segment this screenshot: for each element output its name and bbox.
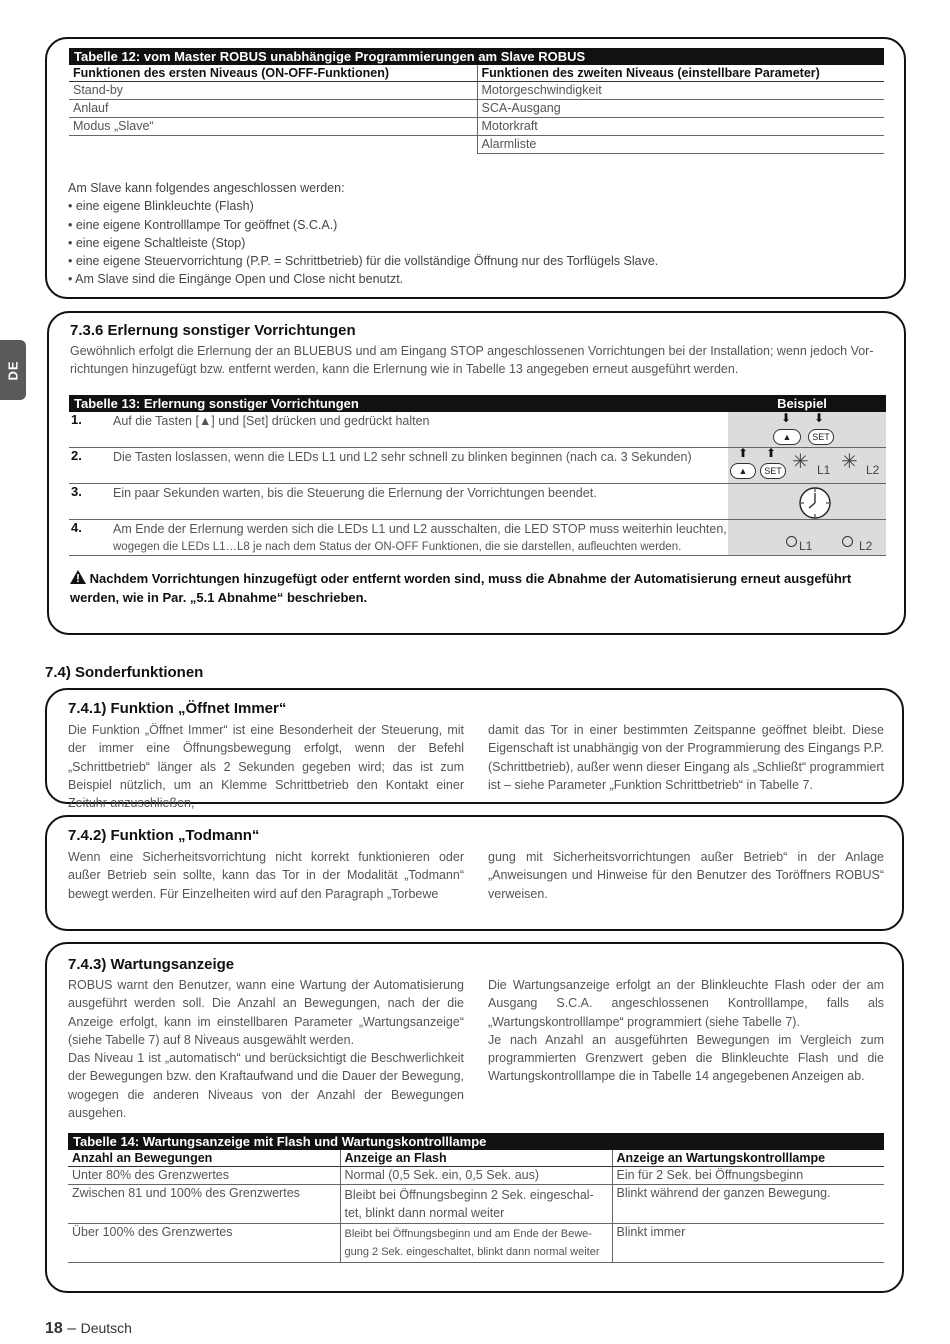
table-cell: Unter 80% des Grenzwertes xyxy=(68,1167,340,1185)
table-row xyxy=(69,484,886,520)
table14 xyxy=(68,1150,884,1263)
footer-separator: – xyxy=(67,1320,77,1337)
step-number: 2. xyxy=(71,448,82,463)
warning-text: werden, wie in Par. „5.1 Abnahme“ beschrieben. xyxy=(70,590,368,605)
table-cell: Über 100% des Grenzwertes xyxy=(68,1224,340,1263)
warning-text: Nachdem Vorrichtungen hinzugefügt oder entfernt worden sind, muss die Abnahme der Automatisierung erneut ausgeführt xyxy=(89,571,852,586)
section-742-body xyxy=(68,848,884,903)
arrow-down-icon: ⬇ xyxy=(781,411,792,425)
table-cell: Blinkt immer xyxy=(612,1224,884,1263)
body-paragraph: Je nach Anzahl an ausgeführten Bewegungen im Vergleich zum programmierten Grenzwert geben die Blinkleuchte Flash und die Wartungskontrolllampe die in Tabelle 14 angegebenen Anzeigen ab. xyxy=(488,1032,884,1084)
body-column xyxy=(68,976,464,1122)
table-cell: Motorkraft xyxy=(477,118,884,136)
body-column xyxy=(488,976,884,1122)
list-item: • eine eigene Schaltleiste (Stop) xyxy=(68,235,246,250)
table-row xyxy=(69,448,886,484)
arrow-up-icon: ⬆ xyxy=(738,446,749,460)
table-cell: Bleibt bei Öffnungsbeginn 2 Sek. eingeschal-tet, blinkt dann normal weiter xyxy=(340,1185,612,1224)
led-l2-label: L2 xyxy=(859,539,873,553)
table-cell: Zwischen 81 und 100% des Grenzwertes xyxy=(68,1185,340,1224)
table-cell: Blinkt während der ganzen Bewegung. xyxy=(612,1185,884,1224)
table12-col1-header: Funktionen des ersten Niveaus (ON-OFF-Funktionen) xyxy=(69,65,477,82)
section-736-heading: 7.3.6 Erlernung sonstiger Vorrichtungen xyxy=(70,322,356,339)
set-key-icon: SET xyxy=(808,429,834,445)
warning-note xyxy=(70,569,900,607)
section-736-intro xyxy=(70,342,890,379)
page-footer xyxy=(45,1320,132,1338)
led-l2-label: L2 xyxy=(866,463,880,477)
body-paragraph: Das Niveau 1 ist „automatisch“ und berücksichtigt die Beschwerlichkeit der Bewegungen bzw. den Kraftaufwand und die Dauer der Bewegung, wogegen die anderen Niveaus von der Anzahl der Bewegungen ausgehen. xyxy=(68,1051,464,1121)
page-number: 18 xyxy=(45,1320,63,1337)
up-key-icon: ▲ xyxy=(773,429,801,445)
body-column: damit das Tor in einer bestimmten Zeitspanne geöffnet bleibt. Diese Eigenschaft ist unabhängig von der Programmierung des Eingangs P.P. (Schrittbetrieb), außer wenn dieser Eingang als „Schließt“ programmiert ist – siehe Parameter „Funktion Schrittbetrieb“ in Tabelle 7. xyxy=(488,723,884,792)
step-text-line: wogegen die LEDs L1…L8 je nach dem Status der ON-OFF Funktionen, die sie darstellen, aufleuchten werden. xyxy=(113,541,682,553)
intro-line: richtungen hinzugefügt bzw. entfernt werden, kann die Erlernung wie in Tabelle 13 angegeben erneut ausgeführt werden. xyxy=(70,362,739,377)
table14-header: Anzeige an Flash xyxy=(340,1150,612,1167)
table-cell: Ein für 2 Sek. bei Öffnungsbeginn xyxy=(612,1167,884,1185)
table12-col2-header: Funktionen des zweiten Niveaus (einstellbare Parameter) xyxy=(477,65,884,82)
clock-icon xyxy=(798,486,832,520)
list-item: • Am Slave sind die Eingänge Open und Close nicht benutzt. xyxy=(68,272,404,287)
intro-line: Gewöhnlich erfolgt die Erlernung der an BLUEBUS und am Eingang STOP angeschlossenen Vorrichtungen bei der Installation; wenn jedoch Vor- xyxy=(70,344,874,358)
table14-header: Anzahl an Bewegungen xyxy=(68,1150,340,1167)
warning-icon xyxy=(70,570,86,584)
blinking-led-icon: ✳ xyxy=(792,451,809,473)
step1-example xyxy=(728,412,886,447)
table-row xyxy=(69,118,884,136)
table-cell: Normal (0,5 Sek. ein, 0,5 Sek. aus) xyxy=(340,1167,612,1185)
table-cell xyxy=(69,136,477,154)
table12-title: Tabelle 12: vom Master ROBUS unabhängige Programmierungen am Slave ROBUS xyxy=(69,48,884,65)
language-tab xyxy=(0,340,26,400)
set-key-icon: SET xyxy=(760,463,786,479)
step-number: 3. xyxy=(71,484,82,499)
arrow-down-icon: ⬇ xyxy=(814,411,825,425)
step-text: Ein paar Sekunden warten, bis die Steuerung die Erlernung der Vorrichtungen beendet. xyxy=(113,486,597,500)
step4-example xyxy=(728,520,886,555)
step2-example xyxy=(728,448,886,483)
led-l1-label: L1 xyxy=(799,539,813,553)
slave-intro: Am Slave kann folgendes angeschlossen werden: xyxy=(68,181,345,195)
step-text xyxy=(113,520,728,555)
table-row xyxy=(68,1224,884,1263)
section-741-box xyxy=(45,688,904,811)
section-74-heading: 7.4) Sonderfunktionen xyxy=(45,664,204,681)
step-text-line: Am Ende der Erlernung werden sich die LEDs L1 und L2 ausschalten, die LED STOP muss weiterhin leuchten, xyxy=(113,522,727,536)
step-text: Die Tasten loslassen, wenn die LEDs L1 und L2 sehr schnell zu blinken beginnen (nach ca. 3 Sekunden) xyxy=(113,450,692,464)
table-row xyxy=(68,1167,884,1185)
section-736-box xyxy=(47,311,906,635)
led-off-icon xyxy=(842,536,853,547)
table14-title: Tabelle 14: Wartungsanzeige mit Flash und Wartungskontrolllampe xyxy=(68,1133,884,1150)
list-item: • eine eigene Steuervorrichtung (P.P. = Schrittbetrieb) für die vollständige Öffnung nur des Torflügels Slave. xyxy=(68,254,659,269)
step-number: 1. xyxy=(71,412,82,427)
table-cell: Bleibt bei Öffnungsbeginn und am Ende der Bewe-gung 2 Sek. eingeschaltet, blinkt dann normal weiter xyxy=(340,1224,612,1263)
body-column: Wenn eine Sicherheitsvorrichtung nicht korrekt funktionieren oder außer Betrieb sein sollte, kann das Tor in der Modalität „Todmann“ bewegt werden. Für Einzelheiten wird auf den Paragraph „Torbewe xyxy=(68,850,464,901)
section-742-box xyxy=(45,815,904,931)
table14-header: Anzeige an Wartungskontrolllampe xyxy=(612,1150,884,1167)
footer-language: Deutsch xyxy=(80,1320,132,1336)
section-743-heading: 7.4.3) Wartungsanzeige xyxy=(68,956,235,973)
table13-example-header: Beispiel xyxy=(777,396,827,411)
table13-title xyxy=(69,395,886,412)
body-paragraph: Die Wartungsanzeige erfolgt an der Blinkleuchte Flash oder der am Ausgang S.C.A. angeschlossenen Kontrolllampe, falls als „Wartungskontrolllampe“ programmiert (siehe Tabelle 7). xyxy=(488,978,884,1029)
table-row xyxy=(68,1185,884,1224)
section-741-heading: 7.4.1) Funktion „Öffnet Immer“ xyxy=(68,700,287,717)
slave-list xyxy=(68,179,888,289)
body-column: gung mit Sicherheitsvorrichtungen außer Betrieb“ in der Anlage „Anweisungen und Hinweise für den Benutzer des Toröffners ROBUS“ verweisen. xyxy=(488,850,884,901)
table-cell: SCA-Ausgang xyxy=(477,100,884,118)
body-column: Die Funktion „Öffnet Immer“ ist eine Besonderheit der Steuerung, mit der immer eine Öffnungsbewegung erfolgt, wenn der Befehl „Schrittbetrieb“ länger als 2 Sekunden gegeben wird; das ist zum Beispiel nützlich, um an Klemme Schrittbetrieb den Kontakt einer Zeituhr anzuschließen, xyxy=(68,723,464,811)
table-cell: Modus „Slave“ xyxy=(69,118,477,136)
table12 xyxy=(69,65,884,154)
step3-example xyxy=(728,484,886,519)
language-tab-label: DE xyxy=(5,359,21,381)
blinking-led-icon: ✳ xyxy=(841,451,858,473)
table-row xyxy=(69,412,886,448)
table-row xyxy=(69,100,884,118)
step-text: Auf die Tasten [▲] und [Set] drücken und gedrückt halten xyxy=(113,414,430,428)
table-cell: Anlauf xyxy=(69,100,477,118)
table-row xyxy=(69,136,884,154)
table-row xyxy=(69,520,886,556)
table12-box xyxy=(45,37,906,299)
table13 xyxy=(69,395,886,556)
list-item: • eine eigene Kontrolllampe Tor geöffnet (S.C.A.) xyxy=(68,217,338,232)
step-number: 4. xyxy=(71,520,82,535)
arrow-up-icon: ⬆ xyxy=(766,446,777,460)
led-l1-label: L1 xyxy=(817,463,831,477)
list-item: • eine eigene Blinkleuchte (Flash) xyxy=(68,199,254,214)
section-743-box xyxy=(45,942,904,1293)
table-cell: Alarmliste xyxy=(477,136,884,154)
table-cell: Motorgeschwindigkeit xyxy=(477,82,884,100)
body-paragraph: ROBUS warnt den Benutzer, wann eine Wartung der Automatisierung ausgeführt werden soll. Die Anzahl an Bewegungen, nach der die Anzeige erfolgt, kann im einstellbaren Parameter „Wartungsanzeige“ (siehe Tabelle 7) auf 8 Niveaus ausgewählt werden. xyxy=(68,978,464,1047)
section-741-body xyxy=(68,721,884,812)
led-off-icon xyxy=(786,536,797,547)
table-row xyxy=(69,82,884,100)
section-743-body xyxy=(68,976,884,1122)
table13-title-text: Tabelle 13: Erlernung sonstiger Vorrichtungen xyxy=(74,396,359,411)
up-key-icon: ▲ xyxy=(730,463,756,479)
section-742-heading: 7.4.2) Funktion „Todmann“ xyxy=(68,827,260,844)
table-cell: Stand-by xyxy=(69,82,477,100)
